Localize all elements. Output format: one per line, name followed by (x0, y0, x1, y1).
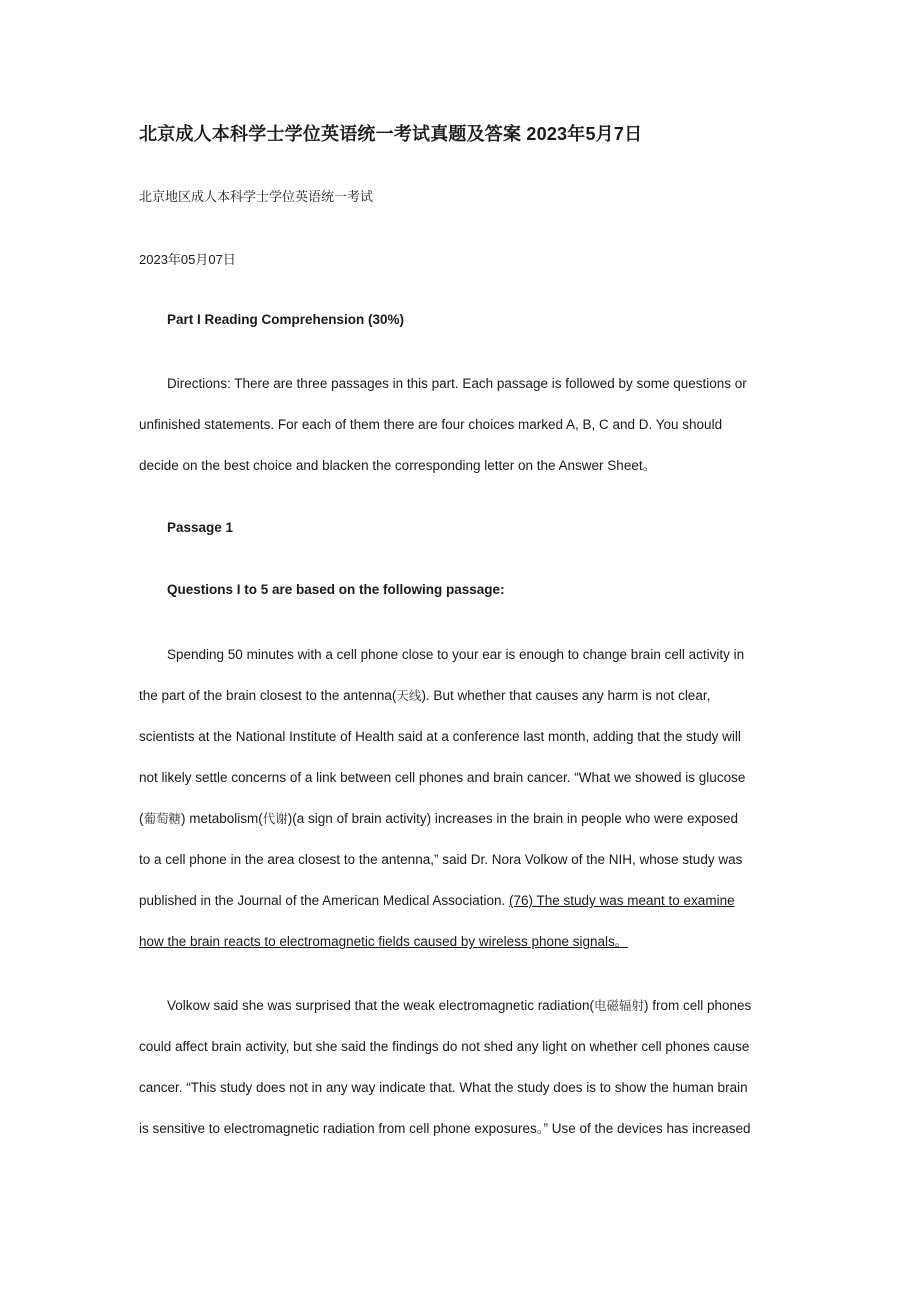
p1-line-1: Spending 50 minutes with a cell phone close to your ear is enough to change brain cell activity in (167, 647, 745, 662)
p1-gloss-metabolism: 代谢 (262, 811, 288, 826)
p1-line-6: to a cell phone in the area closest to the antenna,” said Dr. Nora Volkow of the NIH, whose study was (139, 852, 743, 867)
p2-line-1-text-b: ) from cell phones (644, 998, 752, 1013)
document-title: 北京成人本科学士学位英语统一考试真题及答案 2023年5月7日 (139, 124, 643, 144)
passage-paragraph-2 (139, 996, 779, 1160)
p2-line-2: could affect brain activity, but she said the findings do not shed any light on whether cell phones cause (139, 1039, 750, 1054)
p1-gloss-glucose: 葡萄糖 (143, 811, 182, 826)
translation-sentence-76-part-1: (76) The study was meant to examine (508, 893, 735, 908)
p2-line-3: cancer. “This study does not in any way indicate that. What the study does is to show the human brain (139, 1080, 748, 1095)
p1-line-2 (139, 686, 779, 727)
p1-line-5-text-b: ) metabolism( (181, 811, 263, 826)
p1-line-5-text-c: )(a sign of brain activity) increases in the brain in people who were exposed (287, 811, 739, 826)
p1-line-5-text-a: ( (139, 811, 144, 826)
translation-sentence-76-part-2: how the brain reacts to electromagnetic fields caused by wireless phone signals。 (139, 934, 629, 949)
p1-line-5 (139, 809, 779, 850)
passage-heading: Passage 1 (167, 520, 234, 535)
p1-line-7 (139, 891, 779, 932)
p2-gloss-radiation: 电磁辐射 (593, 998, 644, 1013)
p1-gloss-antenna: 天线 (396, 688, 422, 703)
directions-line-2: unfinished statements. For each of them there are four choices marked A, B, C and D. You should (139, 417, 723, 432)
p2-line-4: is sensitive to electromagnetic radiation from cell phone exposures。” Use of the devices has increased (139, 1121, 751, 1136)
p1-line-4: not likely settle concerns of a link between cell phones and brain cancer. “What we showed is glucose (139, 770, 746, 785)
p1-line-8 (139, 932, 779, 973)
p1-line-2-text-b: ). But whether that causes any harm is not clear, (421, 688, 711, 703)
document-subtitle: 北京地区成人本科学士学位英语统一考试 (139, 189, 374, 204)
p2-line-1 (139, 996, 779, 1037)
p2-line-1-text-a: Volkow said she was surprised that the weak electromagnetic radiation( (167, 998, 594, 1013)
directions-line-3: decide on the best choice and blacken the corresponding letter on the Answer Sheet。 (139, 458, 657, 473)
p1-line-3: scientists at the National Institute of Health said at a conference last month, adding that the study will (139, 729, 741, 744)
document-date: 2023年05月07日 (139, 252, 236, 267)
p1-line-2-text-a: the part of the brain closest to the antenna( (139, 688, 397, 703)
directions-line-1: Directions: There are three passages in this part. Each passage is followed by some questions or (167, 376, 747, 391)
p1-line-7-text: published in the Journal of the American Medical Association. (139, 893, 509, 908)
directions-paragraph (139, 374, 779, 497)
passage-paragraph-1 (139, 645, 779, 973)
part-heading: Part I Reading Comprehension (30%) (167, 312, 405, 327)
questions-heading: Questions I to 5 are based on the following passage: (167, 582, 505, 597)
